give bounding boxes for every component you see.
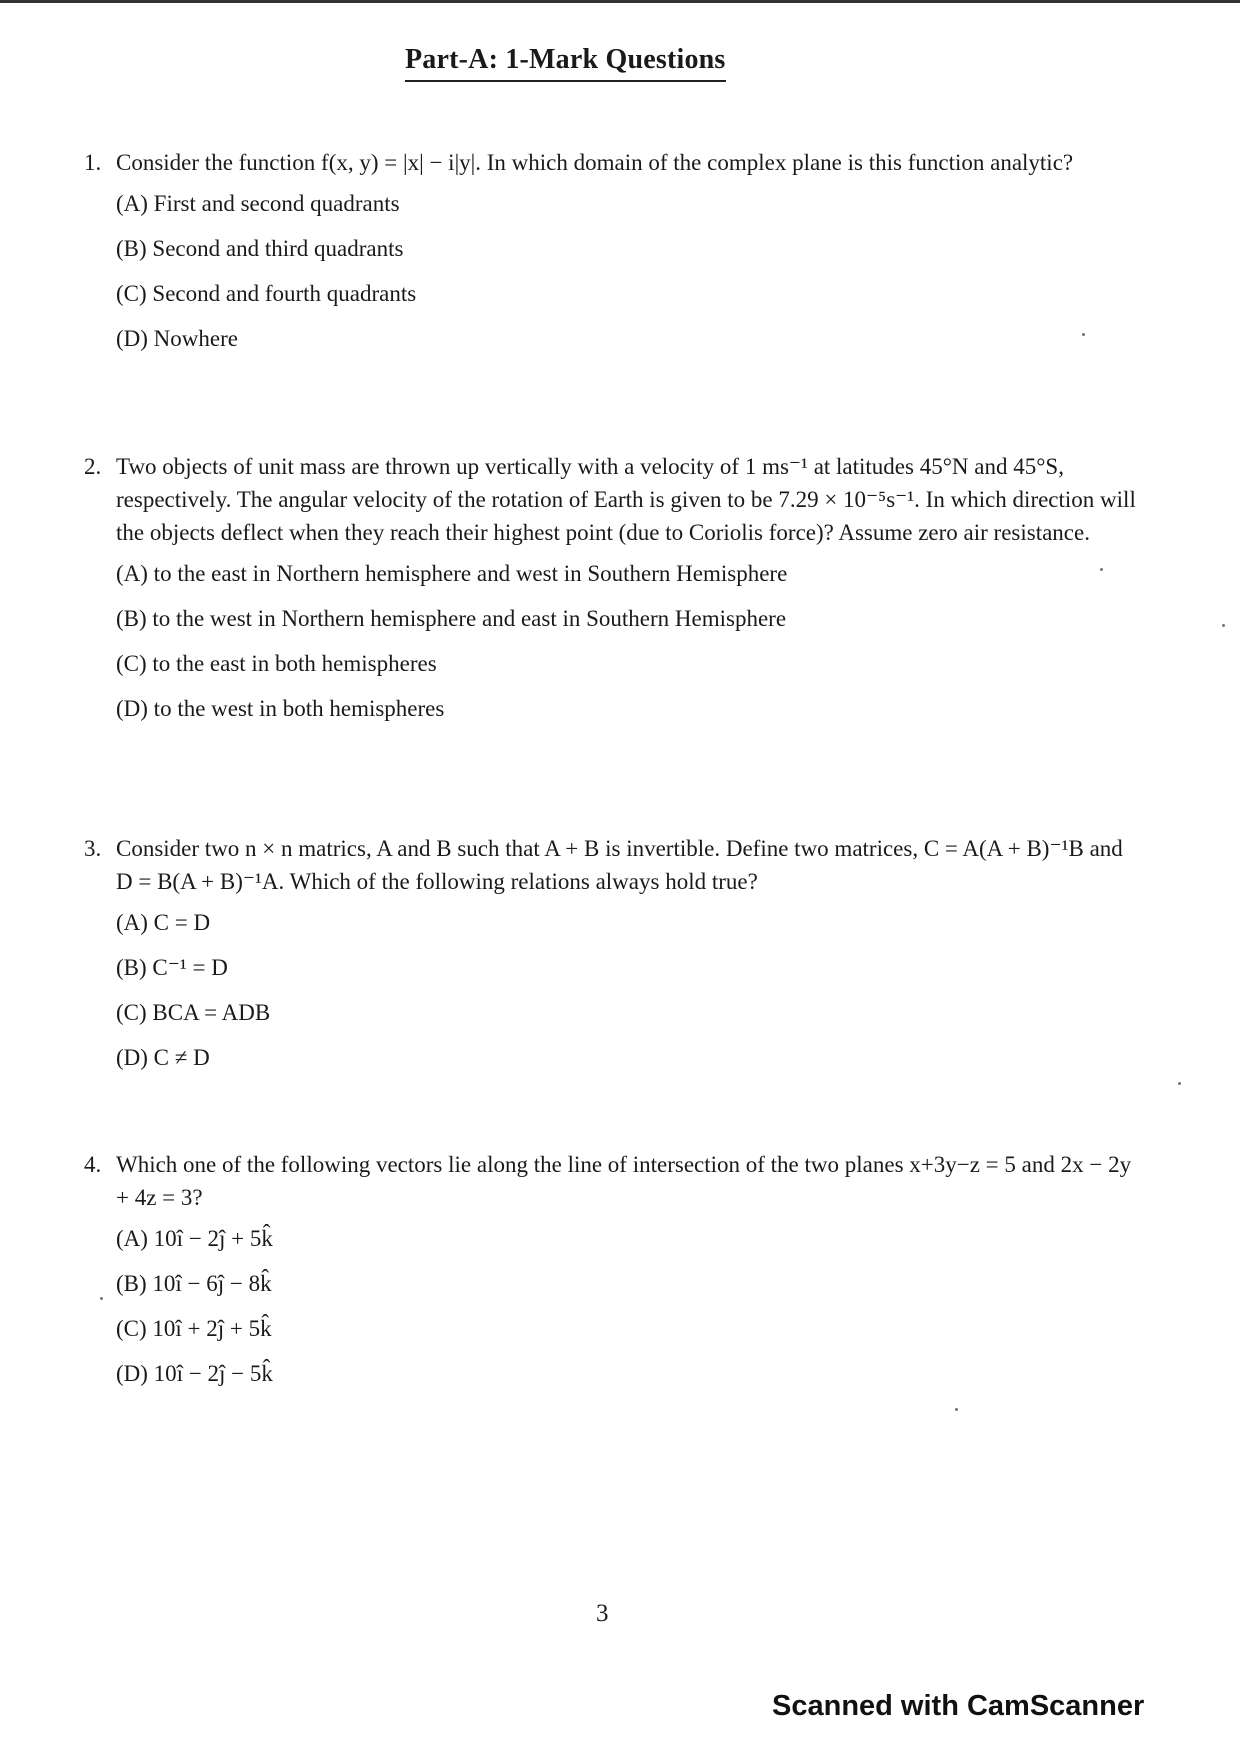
option-b: (B) 10î − 6ĵ − 8k̂ [116, 1271, 272, 1296]
question-2 [84, 450, 1144, 725]
camscanner-watermark: Scanned with CamScanner [772, 1690, 1145, 1722]
page-number: 3 [596, 1600, 609, 1627]
scan-speck [1100, 568, 1103, 571]
option-c: (C) BCA = ADB [116, 1000, 271, 1025]
scan-speck [1222, 624, 1225, 627]
option-d: (D) Nowhere [116, 326, 238, 351]
question-4 [84, 1148, 1144, 1390]
option-c: (C) 10î + 2ĵ + 5k̂ [116, 1316, 272, 1341]
question-text: Two objects of unit mass are thrown up vertically with a velocity of 1 ms⁻¹ at latitudes 45°N and 45°S, respectively. The angular velocity of the rotation of Earth is given to be 7.29 × 10⁻⁵s⁻¹. In which direction will the objects deflect when they reach their highest point (due to Coriolis force)? Assume zero air resistance. [116, 454, 1136, 545]
question-3 [84, 832, 1144, 1074]
question-number: 2. [84, 454, 102, 479]
question-number: 4. [84, 1152, 102, 1177]
option-a: (A) C = D [116, 910, 211, 935]
question-1 [84, 146, 1144, 355]
option-d: (D) C ≠ D [116, 1045, 210, 1070]
question-number: 3. [84, 836, 102, 861]
scan-speck [1178, 1082, 1181, 1085]
option-b: (B) to the west in Northern hemisphere and east in Southern Hemisphere [116, 606, 787, 631]
option-a: (A) First and second quadrants [116, 191, 400, 216]
scan-speck [955, 1408, 958, 1411]
section-title: Part-A: 1-Mark Questions [405, 44, 726, 82]
option-d: (D) 10î − 2ĵ − 5k̂ [116, 1361, 273, 1386]
option-a: (A) to the east in Northern hemisphere and west in Southern Hemisphere [116, 561, 788, 586]
option-b: (B) Second and third quadrants [116, 236, 404, 261]
option-c: (C) Second and fourth quadrants [116, 281, 417, 306]
option-c: (C) to the east in both hemispheres [116, 651, 437, 676]
option-b: (B) C⁻¹ = D [116, 955, 228, 980]
question-number: 1. [84, 150, 102, 175]
question-text: Consider the function f(x, y) = |x| − i|y|. In which domain of the complex plane is this function analytic? [116, 150, 1074, 175]
option-d: (D) to the west in both hemispheres [116, 696, 445, 721]
question-text: Consider two n × n matrics, A and B such that A + B is invertible. Define two matrices, C = A(A + B)⁻¹B and D = B(A + B)⁻¹A. Which of the following relations always hold true? [116, 836, 1123, 894]
scan-speck [1082, 333, 1085, 336]
scan-speck [100, 1297, 103, 1300]
option-a: (A) 10î − 2ĵ + 5k̂ [116, 1226, 273, 1251]
top-rule [0, 0, 1240, 3]
question-text: Which one of the following vectors lie along the line of intersection of the two planes x+3y−z = 5 and 2x − 2y + 4z = 3? [116, 1152, 1132, 1210]
